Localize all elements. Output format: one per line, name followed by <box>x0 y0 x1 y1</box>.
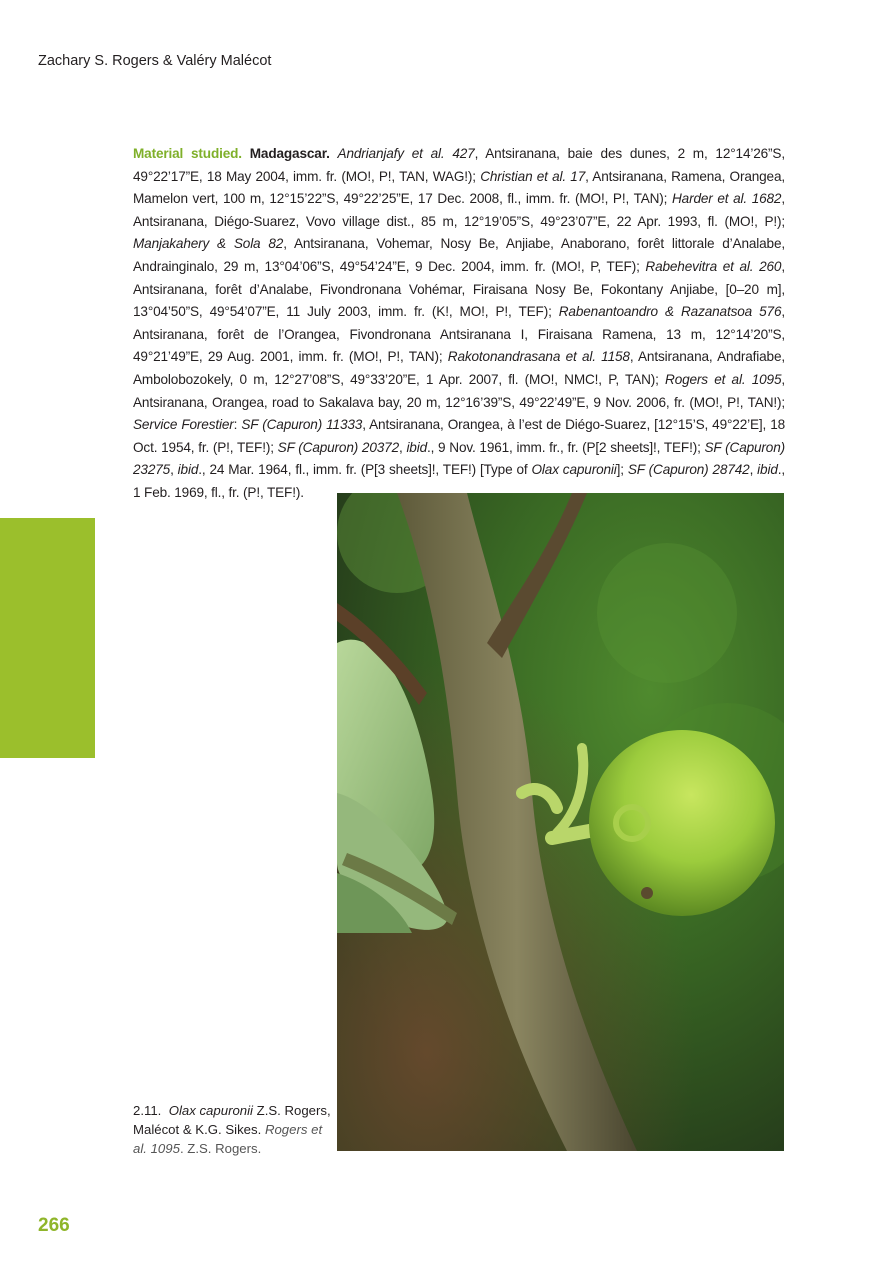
olax-photo-illustration <box>337 493 784 1151</box>
specimen-citation-text: ]; <box>616 462 628 478</box>
specimen-citation-text: , Antsiranana, Ramena, Orangea, Mamelon vert, 100 m, 12°15’22”S, 49°22’25”E, 17 Dec. 2008, fl., imm. fr. (MO!, P!, TAN); <box>133 168 785 207</box>
specimen-citation-text: , Antsiranana, Vohemar, Nosy Be, Anjiabe, Anaborano, forêt littorale d’Analabe, Andrainginalo, 29 m, 13°04’06”S, 49°54’24”E, 9 Dec. 2004, imm. fr. (MO!, P, TEF); <box>133 236 785 274</box>
specimen-citation-text: , Antsiranana, forêt d’Analabe, Fivondronana Vohémar, Firaisana Nosy Be, Fokontany Anjiabe, [0–20 m], 13°04’50”S, 49°54’07”E, 11 July 2003, imm. fr. (K!, MO!, P!, TEF); <box>133 258 785 320</box>
figure-species-name: Olax capuronii <box>168 1103 253 1118</box>
specimen-citation-text <box>330 146 338 161</box>
running-head-authors: Zachary S. Rogers & Valéry Malécot <box>38 53 272 69</box>
fruiting-branch-photo <box>337 493 784 1151</box>
specimen-citation-italic: SF (Capuron) 28742 <box>627 462 750 478</box>
specimen-citation-italic: Christian et al. 17 <box>480 168 586 184</box>
specimen-citation-italic: Harder et al. 1682 <box>672 191 782 207</box>
specimen-citation-text: , Antsiranana, baie des dunes, 2 m, 12°14’26”S, 49°22’17”E, 18 May 2004, imm. fr. (MO!, P!, TAN, WAG!); <box>133 146 785 184</box>
figure-authority: Z.S. Rogers, Malécot & K.G. Sikes. <box>133 1103 331 1137</box>
specimen-list <box>133 146 785 500</box>
specimen-citation-italic: ibid <box>406 439 427 455</box>
specimen-citation-text: , <box>399 439 407 455</box>
specimen-citation-italic: SF (Capuron) 11333 <box>241 417 363 433</box>
figure-number: 2.11. <box>133 1103 162 1118</box>
specimen-citation-italic: Rakotonandrasana et al. 1158 <box>447 349 630 365</box>
figure-voucher: Rogers et al. 1095 <box>133 1122 323 1156</box>
specimen-citation-italic: Manjakahery & Sola 82 <box>133 236 284 252</box>
specimen-citation-italic: Rabehevitra et al. 260 <box>645 258 782 274</box>
specimen-citation-text: , <box>749 462 758 478</box>
specimen-citation-italic: Service Forestier <box>133 417 234 433</box>
specimen-citation-italic: ibid <box>757 462 778 478</box>
specimen-citation-text: ., 24 Mar. 1964, fl., imm. fr. (P[3 sheets]!, TEF!) [Type of <box>198 462 532 478</box>
specimen-citation-italic: Rogers et al. 1095 <box>665 371 782 387</box>
material-studied-paragraph <box>133 143 785 505</box>
country-label: Madagascar. <box>249 146 330 161</box>
section-color-tab <box>0 518 95 758</box>
specimen-citation-italic: Andrianjafy et al. 427 <box>337 146 475 161</box>
specimen-citation-text: : <box>233 417 242 433</box>
specimen-citation-text: , Antsiranana, Orangea, à l’est de Diégo-Suarez, [12°15’S, 49°22’E], 18 Oct. 1954, fr. (P!, TEF!); <box>133 417 786 455</box>
specimen-citation-italic: SF (Capuron) 20372 <box>277 439 399 455</box>
specimen-citation-text: , Antsiranana, Andrafiabe, Ambolobozokely, 0 m, 12°27’08”S, 49°33’20”E, 1 Apr. 2007, fl. (MO!, NMC!, P, TAN); <box>133 349 785 387</box>
specimen-citation-italic: ibid <box>177 462 199 478</box>
specimen-citation-text: ., 1 Feb. 1969, fl., fr. (P!, TEF!). <box>133 462 785 500</box>
material-studied-label: Material studied. <box>133 146 242 161</box>
specimen-citation-italic: SF (Capuron) 23275 <box>133 439 785 478</box>
specimen-citation-italic: Olax capuronii <box>531 462 617 478</box>
specimen-citation-text: , Antsiranana, Diégo-Suarez, Vovo village dist., 85 m, 12°19’05”S, 49°23’07”E, 22 Apr. 1993, fl. (MO!, P!); <box>133 191 785 229</box>
specimen-citation-text: ., 9 Nov. 1961, imm. fr., fr. (P[2 sheets]!, TEF!); <box>427 439 705 455</box>
specimen-citation-italic: Rabenantoandro & Razanatsoa 576 <box>558 304 782 320</box>
specimen-citation-text: , Antsiranana, Orangea, road to Sakalava bay, 20 m, 12°16’39”S, 49°22’49”E, 9 Nov. 2006, fr. (MO!, P!, TAN!); <box>133 371 786 410</box>
figure-caption <box>133 1101 333 1158</box>
page-number: 266 <box>38 1215 70 1236</box>
figure-credit: . Z.S. Rogers. <box>179 1141 262 1156</box>
specimen-citation-text: , Antsiranana, forêt de l’Orangea, Fivondronana Antsiranana I, Firaisana Ramena, 13 m, 12°14’20”S, 49°21’49”E, 29 Aug. 2001, imm. fr. (MO!, P!, TAN); <box>133 304 785 365</box>
specimen-citation-text: , <box>170 462 178 478</box>
